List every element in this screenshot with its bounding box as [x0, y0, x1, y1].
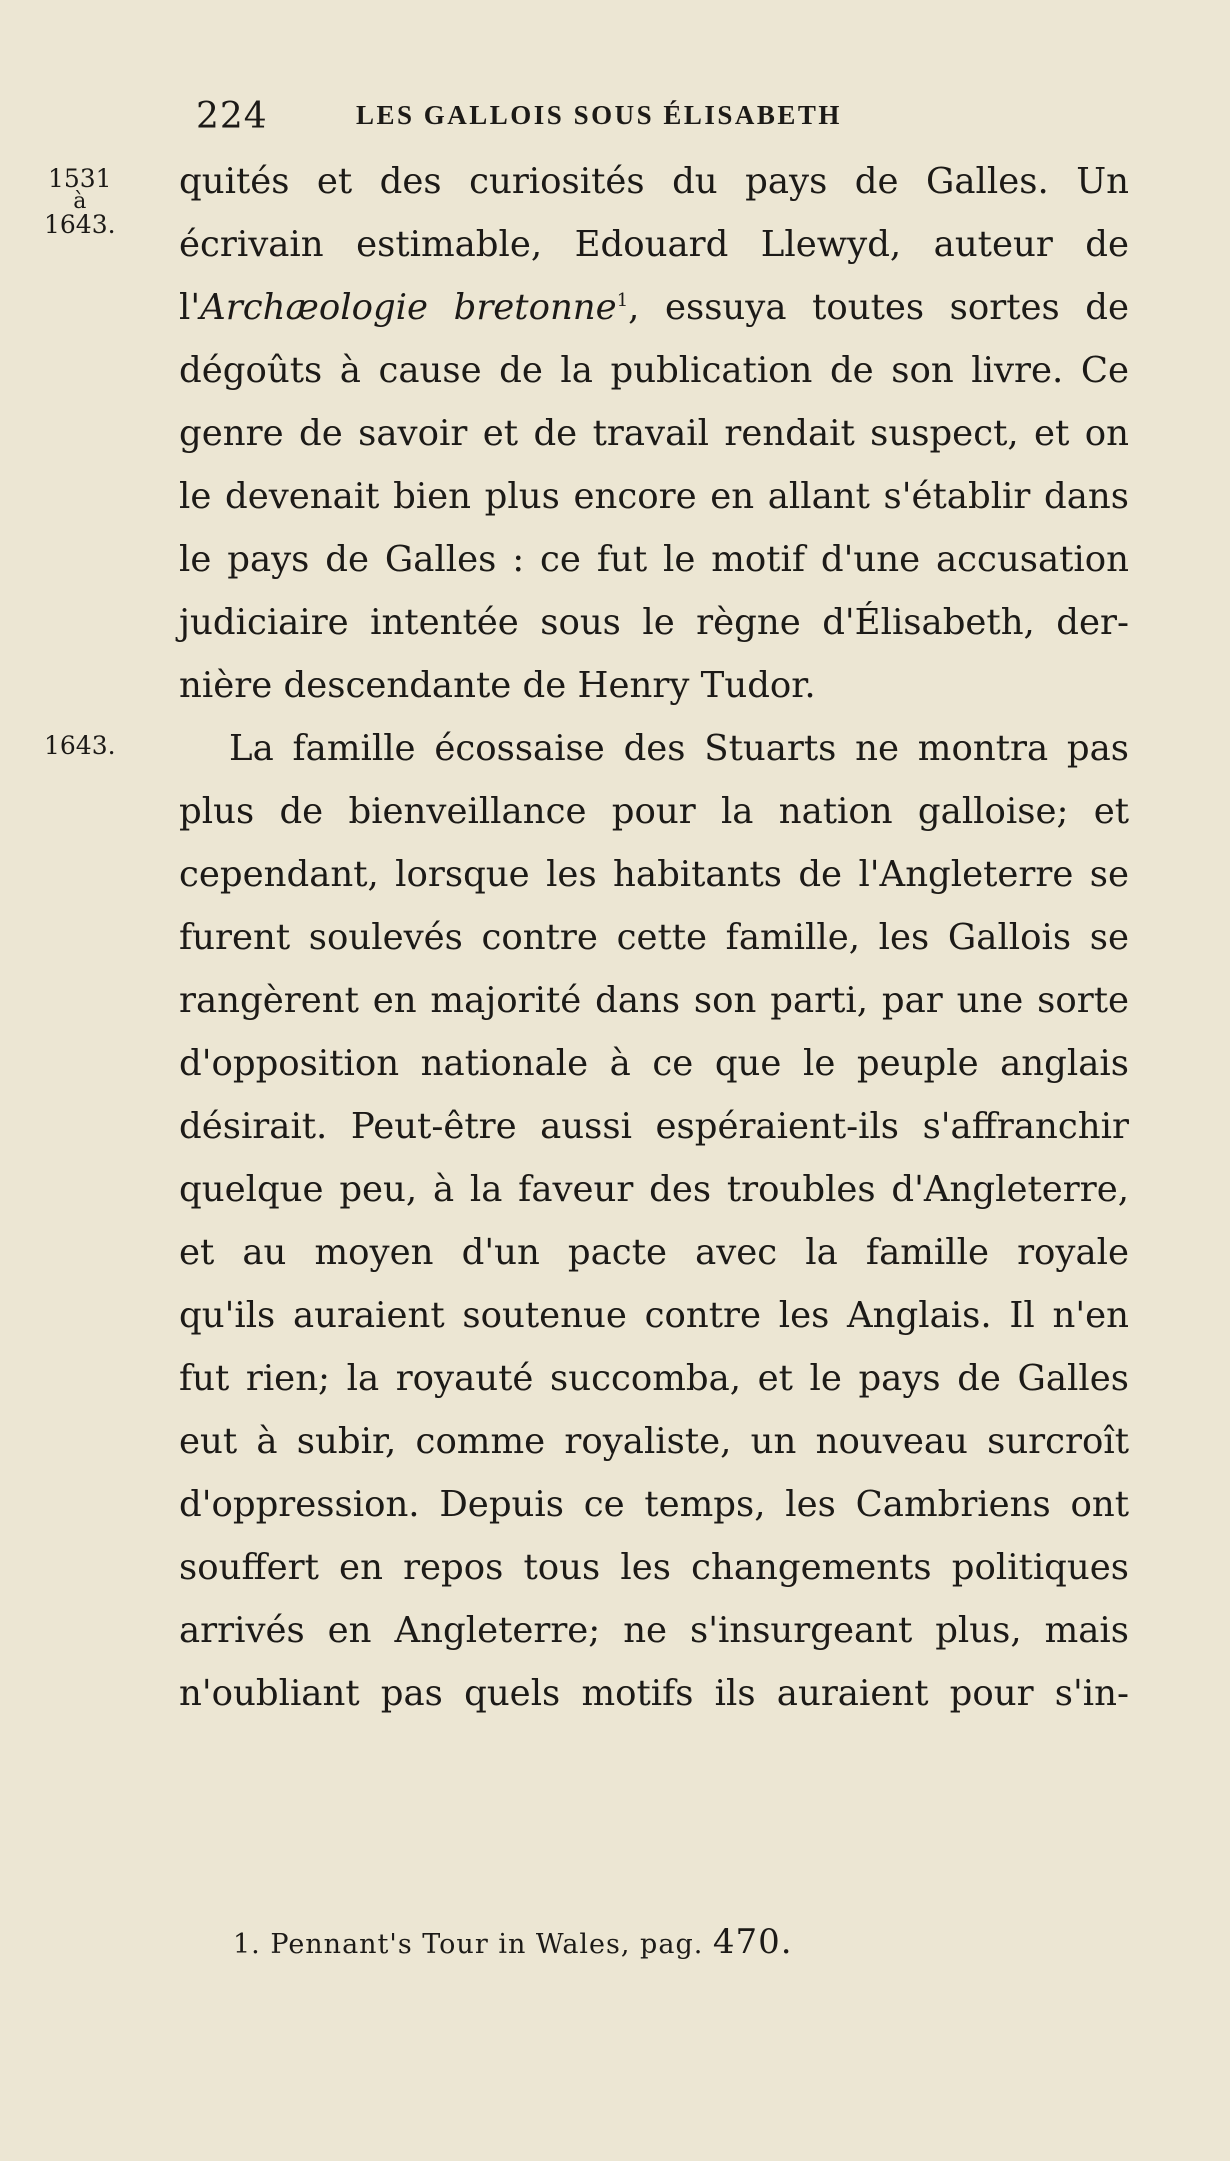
text-line: quités et des curiosités du pays de Galles. Un	[179, 161, 1129, 202]
margin-date-range	[44, 166, 116, 238]
text-line: souffert en repos tous les changements politiques	[179, 1547, 1129, 1588]
text-line: cependant, lorsque les habitants de l'Angleterre se	[179, 854, 1129, 895]
text-line: judiciaire intentée sous le règne d'Élisabeth, der-	[179, 602, 1129, 643]
text-line: n'oubliant pas quels motifs ils auraient pour s'in-	[179, 1673, 1129, 1714]
page-number: 224	[196, 96, 268, 137]
text-line: genre de savoir et de travail rendait suspect, et on	[179, 413, 1129, 454]
text-line: écrivain estimable, Edouard Llewyd, auteur de	[179, 224, 1129, 265]
margin-date-end: 1643.	[44, 210, 116, 239]
text-line: désirait. Peut-être aussi espéraient-ils s'affranchir	[179, 1106, 1129, 1147]
text-line: le devenait bien plus encore en allant s'établir dans	[179, 476, 1129, 517]
text-line: fut rien; la royauté succomba, et le pays de Galles	[179, 1358, 1129, 1399]
text-line-with-title	[179, 278, 1129, 338]
text-fragment: l'	[179, 287, 201, 328]
footnote-ref: 1	[616, 290, 629, 312]
margin-date-separator: à	[73, 189, 87, 214]
text-fragment: , essuya toutes sortes de	[628, 287, 1129, 328]
text-line: dégoûts à cause de la publication de son livre. Ce	[179, 350, 1129, 391]
text-line: le pays de Galles : ce fut le motif d'une accusation	[179, 539, 1129, 580]
text-line: qu'ils auraient soutenue contre les Anglais. Il n'en	[179, 1295, 1129, 1336]
book-title: Archæologie bretonne	[200, 287, 617, 328]
footnote	[233, 1922, 793, 1962]
text-line: rangèrent en majorité dans son parti, par une sorte	[179, 980, 1129, 1021]
text-line: d'opposition nationale à ce que le peuple anglais	[179, 1043, 1129, 1084]
page-header	[0, 96, 1230, 146]
footnote-marker: 1.	[233, 1929, 261, 1960]
text-line: furent soulevés contre cette famille, les Gallois se	[179, 917, 1129, 958]
text-line: La famille écossaise des Stuarts ne montra pas	[229, 728, 1129, 769]
margin-date-1643: 1643.	[44, 731, 116, 760]
text-line: eut à subir, comme royaliste, un nouveau surcroît	[179, 1421, 1129, 1462]
text-line: quelque peu, à la faveur des troubles d'Angleterre,	[179, 1169, 1129, 1210]
text-line: arrivés en Angleterre; ne s'insurgeant plus, mais	[179, 1610, 1129, 1651]
footnote-text: Pennant's Tour in Wales, pag.	[270, 1929, 704, 1960]
margin-date-start: 1531	[47, 164, 112, 193]
text-line: plus de bienveillance pour la nation galloise; et	[179, 791, 1129, 832]
footnote-page: 470.	[712, 1922, 793, 1962]
text-line: d'oppression. Depuis ce temps, les Cambriens ont	[179, 1484, 1129, 1525]
running-head: LES GALLOIS SOUS ÉLISABETH	[356, 100, 842, 130]
text-line: et au moyen d'un pacte avec la famille royale	[179, 1232, 1129, 1273]
text-line: nière descendante de Henry Tudor.	[179, 665, 816, 706]
